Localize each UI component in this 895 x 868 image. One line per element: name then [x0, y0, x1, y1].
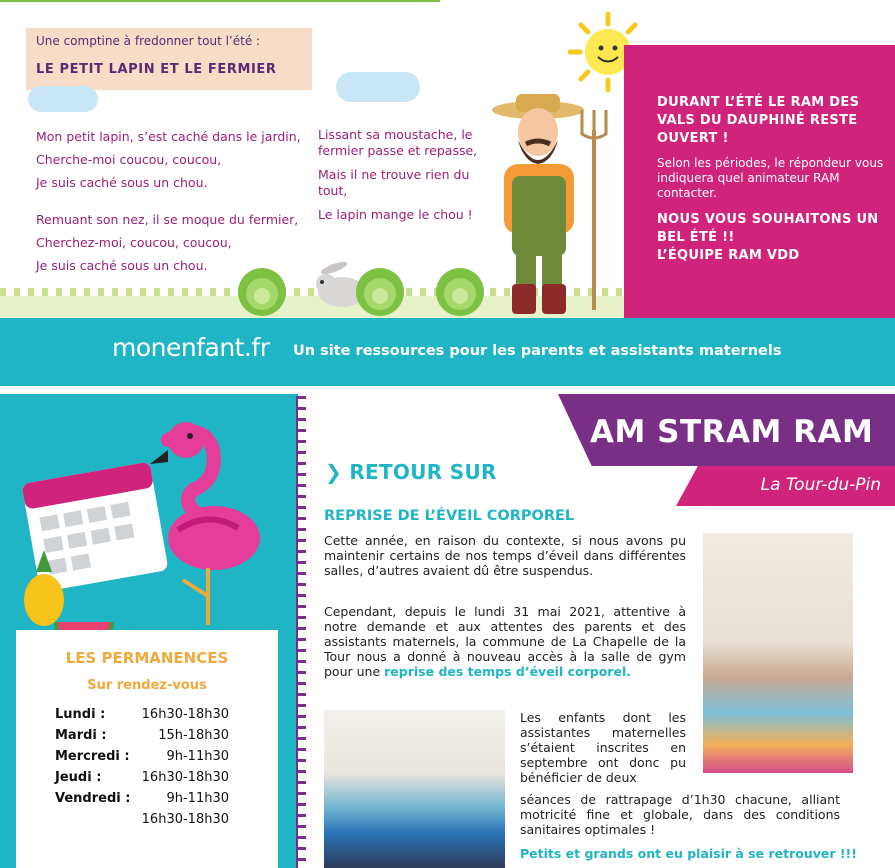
poem-line: Remuant son nez, il se moque du fermier, [36, 212, 299, 227]
top-divider [0, 0, 440, 2]
poem-line: Mais il ne trouve rien du tout, [318, 167, 470, 198]
schedule-hours: 9h-11h30 [166, 749, 229, 764]
section-divider [0, 386, 895, 394]
comptine-title: LE PETIT LAPIN ET LE FERMIER [36, 62, 277, 77]
schedule-row [55, 791, 255, 812]
poem-line: Le lapin mange le chou ! [318, 207, 473, 222]
schedule-hours: 15h-18h30 [158, 728, 229, 743]
poem-line: Mon petit lapin, s’est caché dans le jardin, [36, 129, 301, 144]
schedule-hours: 16h30-18h30 [141, 770, 229, 785]
announcement-wishes: NOUS VOUS SOUHAITONS UN BEL ÉTÉ !! [657, 212, 879, 245]
announcement-body: Selon les périodes, le répondeur vous indiquera quel animateur RAM contacter. [657, 156, 884, 200]
poem-line: Cherche-moi coucou, coucou, [36, 152, 222, 167]
watermelon-icon [54, 622, 114, 630]
flamingo-icon [150, 422, 260, 625]
permanences-subtitle: Sur rendez-vous [87, 678, 207, 693]
schedule-row [55, 770, 255, 791]
article-heading: REPRISE DE L’ÉVEIL CORPOREL [324, 508, 575, 524]
schedule-hours: 9h-11h30 [166, 791, 229, 806]
location-subtitle: La Tour-du-Pin [760, 475, 881, 495]
children-gym-photo [703, 533, 853, 773]
comptine-section [0, 0, 895, 318]
poem-column-right [318, 127, 488, 231]
schedule-hours: 16h30-18h30 [141, 812, 229, 827]
poem-line: Je suis caché sous un chou. [36, 258, 208, 273]
schedule-list [55, 707, 255, 832]
child-stacking-toy-photo [324, 710, 505, 868]
schedule-row [55, 749, 255, 770]
cabbage-icon [436, 268, 484, 316]
schedule-row-extra [55, 812, 255, 832]
cabbage-icon [238, 268, 286, 316]
chevron-right-icon: ❯ [325, 460, 343, 484]
paragraph-highlight: reprise des temps d’éveil corporel. [384, 664, 631, 679]
permanences-title: LES PERMANENCES [65, 649, 229, 667]
section-heading [325, 460, 497, 484]
schedule-row [55, 707, 255, 728]
section-heading-text: RETOUR SUR [349, 460, 497, 484]
article-paragraph-1: Cette année, en raison du contexte, si nous avons pu maintenir certains de nos temps d’éveil dans différentes salles, d’autres avaient dû être suspendus. [324, 533, 686, 578]
poem-line: Je suis caché sous un chou. [36, 175, 208, 190]
farmer-illustration [482, 90, 612, 318]
cloud-middle-illustration [336, 72, 420, 102]
poem-line: Cherchez-moi, coucou, coucou, [36, 235, 232, 250]
poem-line: Lissant sa moustache, le fermier passe et repasse, [318, 127, 478, 158]
newsletter-title: AM STRAM RAM [590, 414, 874, 450]
schedule-hours: 16h30-18h30 [141, 707, 229, 722]
comptine-intro: Une comptine à fredonner tout l’été : [36, 34, 261, 48]
schedule-day: Mercredi : [55, 749, 130, 764]
announcement-headline: DURANT L’ÉTÉ LE RAM DES VALS DU DAUPHINÉ RESTE OUVERT ! [657, 95, 860, 146]
banner-text: Un site ressources pour les parents et assistants maternels [293, 343, 782, 359]
article-paragraph-2 [324, 604, 686, 679]
announcement-signature: L’ÉQUIPE RAM VDD [657, 248, 800, 263]
calendar-icon [21, 462, 168, 593]
schedule-row [55, 728, 255, 749]
cabbage-icon [356, 268, 404, 316]
article-paragraph-4: séances de rattrapage d’1h30 chacune, alliant motricité fine et globale, dans des conditions sanitaires optimales ! [520, 792, 840, 837]
dotted-divider [296, 396, 306, 868]
schedule-day: Jeudi : [55, 770, 102, 785]
schedule-day: Mardi : [55, 728, 107, 743]
schedule-day: Vendredi : [55, 791, 131, 806]
flamingo-calendar-illustration [18, 410, 268, 630]
paragraph-text: Cependant, depuis le lundi 31 mai 2021, attentive à notre demande et aux attentes des parents et des assistants maternels, la commune de La Chapelle de la Tour nous a donné à nouveau accès à la salle de gym pour une [324, 604, 686, 679]
cloud-left-illustration [28, 86, 98, 112]
poem-column-left [36, 125, 316, 277]
article-closing: Petits et grands ont eu plaisir à se retrouver !!! [520, 846, 857, 861]
monenfant-logo[interactable]: monenfant.fr [112, 333, 270, 362]
announcement-text [657, 94, 885, 265]
article-paragraph-3: Les enfants dont les assistantes maternelles s’étaient inscrites en septembre ont donc pu bénéficier de deux [520, 710, 686, 785]
schedule-day: Lundi : [55, 707, 106, 722]
